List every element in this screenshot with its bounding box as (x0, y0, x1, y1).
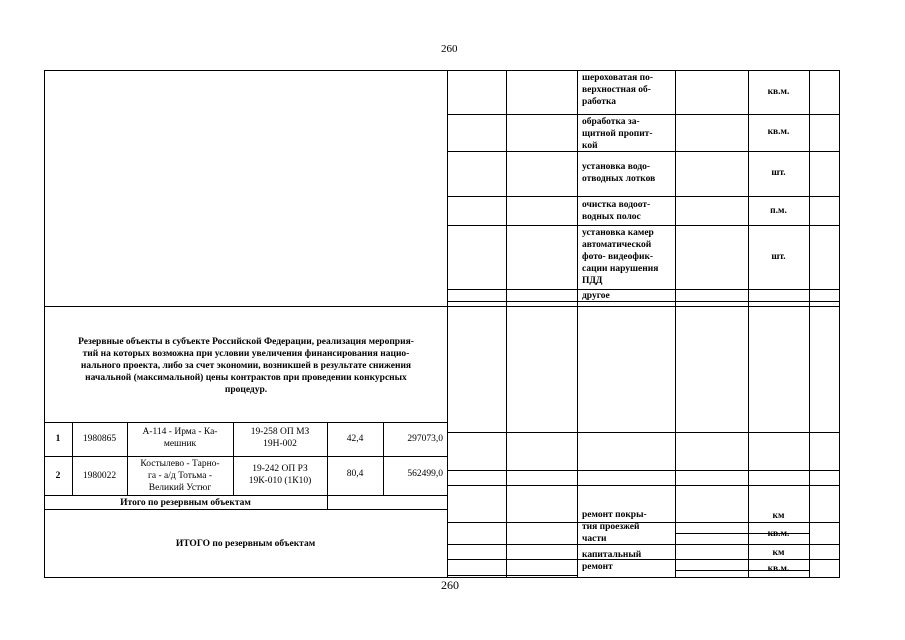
row-number: 2 (55, 471, 61, 481)
work-type-name: другое (582, 291, 610, 301)
road-id: 19-242 ОП РЗ 19К-010 (1К10) (248, 464, 312, 486)
page-number-bottom: 260 (441, 578, 459, 592)
reserve-heading: Резервные объекты в субъекте Российской Федерации, реализация мероприя- тий на которых возможна при условии увеличения финансирования нацио- нального проекта, либо за счет экономии, возникшей в результате снижения начальной (максимальной) цены контрактов при проведении конкурсных процедур. (78, 337, 414, 395)
work-type-name: обработка за- щитной пропит- кой (582, 117, 653, 151)
row-number: 1 (55, 434, 61, 444)
work-type-unit: шт. (771, 252, 786, 262)
total-label: ИТОГО по резервным объектам (175, 539, 316, 549)
work-type-unit: п.м. (770, 206, 787, 216)
work-type-name: шероховатая по- верхностная об- работка (582, 73, 654, 107)
work-type-name: установка камер автоматической фото- видеофик- сации нарушения ПДД (582, 228, 659, 286)
object-name: А-114 - Ирма - Ка- мешник (142, 427, 218, 449)
object-code: 1980865 (82, 434, 117, 444)
work-type-name: капитальный ремонт (582, 550, 642, 572)
work-type-unit: шт. (771, 168, 786, 178)
object-cost: 562499,0 (407, 469, 443, 479)
object-length: 42,4 (346, 434, 364, 444)
road-id: 19-258 ОП МЗ 19Н-002 (250, 427, 310, 449)
page-number-top: 260 (441, 43, 458, 55)
work-type-unit: км (772, 548, 785, 558)
object-cost: 297073,0 (407, 434, 443, 444)
work-type-name: очистка водоот- водных полос (582, 200, 651, 222)
object-length: 80,4 (346, 469, 364, 479)
object-name: Костылево - Тарно- га - а/д Тотьма - Великий Устюг (140, 459, 220, 493)
work-type-unit: кв.м. (767, 87, 790, 97)
work-type-name: установка водо- отводных лотков (582, 162, 656, 184)
work-type-name: ремонт покры- тия проезжей части (582, 510, 647, 544)
work-type-unit: кв.м. (767, 529, 790, 539)
work-type-unit: км (772, 511, 785, 521)
object-code: 1980022 (82, 471, 117, 481)
work-type-unit: кв.м. (767, 564, 790, 574)
work-type-unit: кв.м. (767, 127, 790, 137)
subtotal-label: Итого по резервным объектам (120, 498, 251, 508)
